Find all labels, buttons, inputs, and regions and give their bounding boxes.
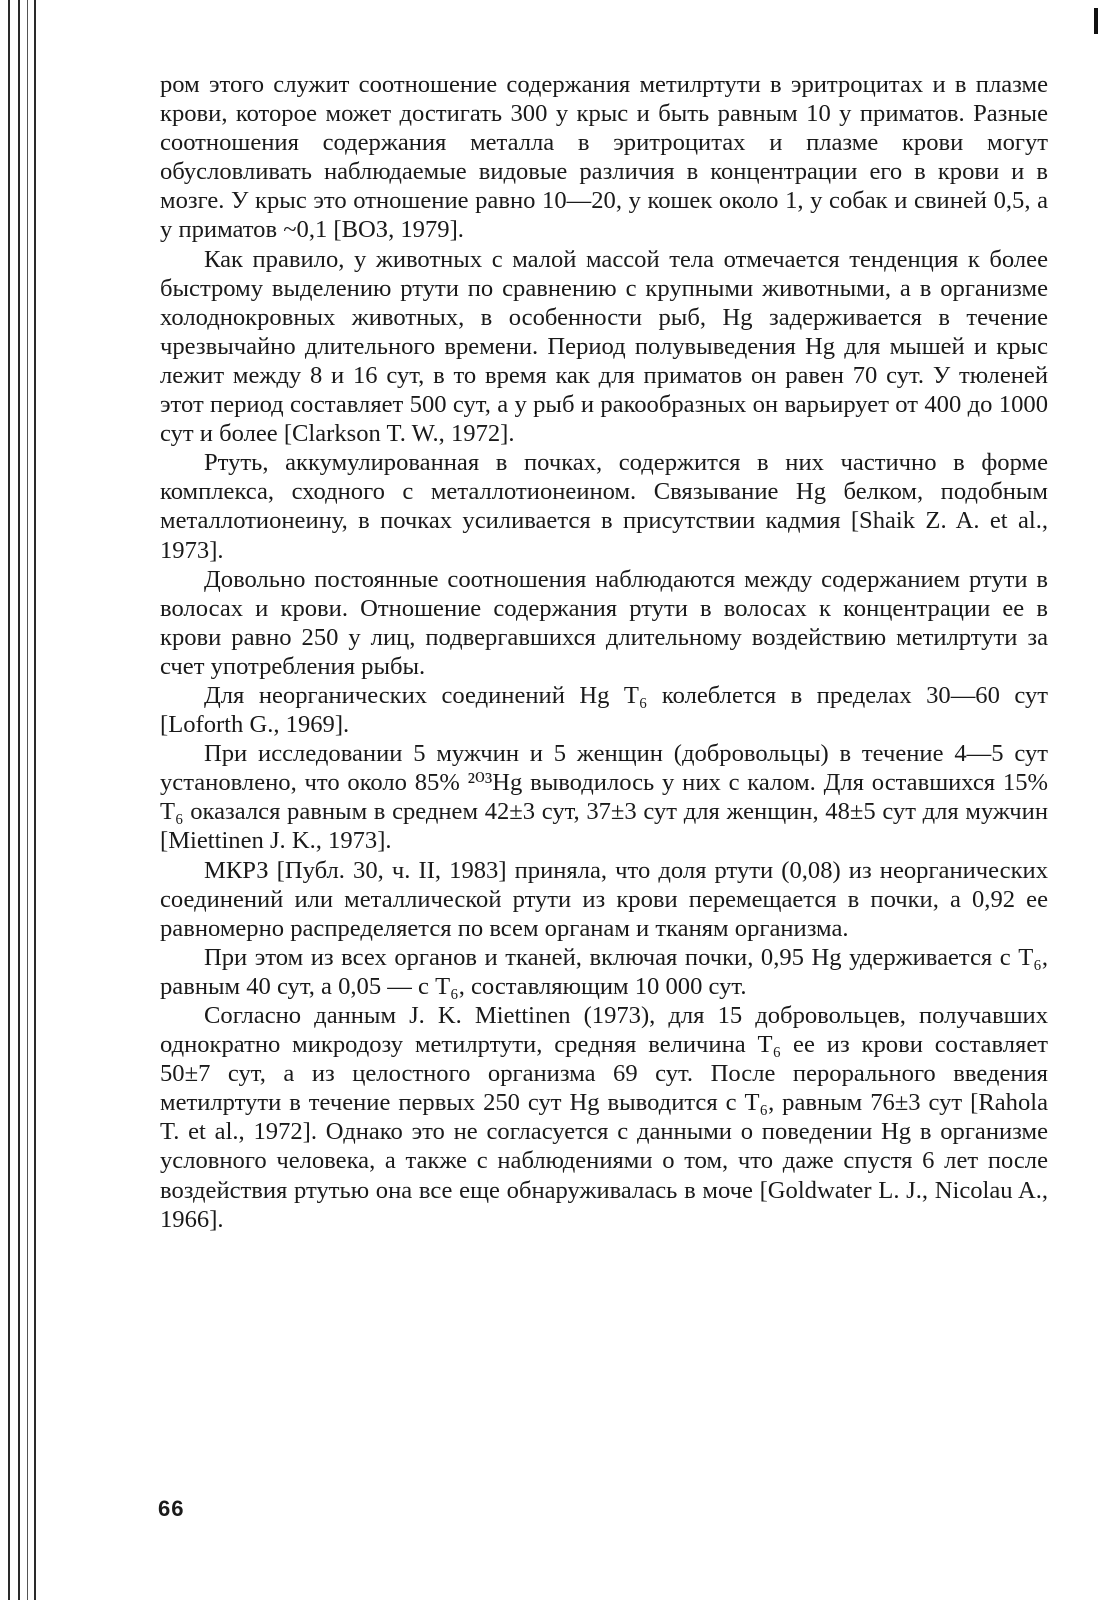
body-text (160, 70, 1048, 1234)
paragraph: При исследовании 5 мужчин и 5 женщин (добровольцы) в течение 4—5 сут установлено, что около 85% ²⁰³Hg выводилось у них с калом. Для оставшихся 15% Т₆ оказался равным в среднем 42±3 сут, 37±3 сут для женщин, 48±5 сут для мужчин [Miettinen J. K., 1973]. (160, 740, 1048, 855)
paragraph: Для неорганических соединений Hg Т₆ колеблется в пределах 30—60 сут [Loforth G., 1969]. (160, 681, 1048, 739)
paragraph: Довольно постоянные соотношения наблюдаются между содержанием ртути в волосах и крови. Отношение содержания ртути в волосах к концентрации ее в крови равно 250 у лиц, подвергавшихся длительному воздействию метилртути за счет употребления рыбы. (160, 565, 1048, 680)
paragraph: МКРЗ [Публ. 30, ч. II, 1983] приняла, что доля ртути (0,08) из неорганических соединений или металлической ртути из крови перемещается в почки, а 0,92 ее равномерно распределяется по всем органам и тканям организма. (160, 856, 1048, 942)
paragraph: При этом из всех органов и тканей, включая почки, 0,95 Hg удерживается с Т₆, равным 40 сут, а 0,05 — с Т₆, составляющим 10 000 сут. (160, 943, 1048, 1000)
binding-edge-line (34, 0, 36, 1600)
scan-mark (1094, 8, 1098, 34)
paragraph: Ртуть, аккумулированная в почках, содержится в них частично в форме комплекса, сходного с металлотионеином. Связывание Hg белком, подобным металлотионеину, в почках усиливается в присутствии кадмия [Shaik Z. A. et al., 1973]. (160, 449, 1048, 564)
paragraph: Согласно данным J. K. Miettinen (1973), для 15 добровольцев, получавших однократно микродозу метилртути, средняя величина Т₆ ее из крови составляет 50±7 сут, а из целостного организма 69 сут. После перорального введения метилртути в течение первых 250 сут Hg выводится с Т₆, равным 76±3 сут [Rahola T. et al., 1972]. Однако это не согласуется с данными о поведении Hg в организме условного человека, а также с наблюдениями о том, что даже спустя 6 лет после воздействия ртутью она все еще обнаруживалась в моче [Goldwater L. J., Nicolau A., 1966]. (160, 1002, 1048, 1233)
page-number: 66 (158, 1496, 185, 1521)
paragraph: Как правило, у животных с малой массой тела отмечается тенденция к более быстрому выделению ртути по сравнению с крупными животными, а в организме холоднокровных животных, в особенности рыб, Hg задерживается в течение чрезвычайно длительного времени. Период полувыведения Hg для мышей и крыс лежит между 8 и 16 сут, в то время как для приматов он равен 70 сут. У тюленей этот период составляет 500 сут, а у рыб и ракообразных он варьирует от 400 до 1000 сут и более [Clarkson T. W., 1972]. (160, 245, 1048, 448)
binding-edge-line (18, 0, 20, 1600)
binding-edge-line (27, 0, 28, 1600)
binding-edge-line (8, 0, 10, 1600)
paragraph: ром этого служит соотношение содержания метилртути в эритроцитах и в плазме крови, которое может достигать 300 у крыс и быть равным 10 у приматов. Разные соотношения содержания металла в эритроцитах и плазме крови могут обусловливать наблюдаемые видовые различия в концентрации его в крови и в мозге. У крыс это отношение равно 10—20, у кошек около 1, у собак и свиней 0,5, а у приматов ~0,1 [ВОЗ, 1979]. (160, 71, 1048, 244)
